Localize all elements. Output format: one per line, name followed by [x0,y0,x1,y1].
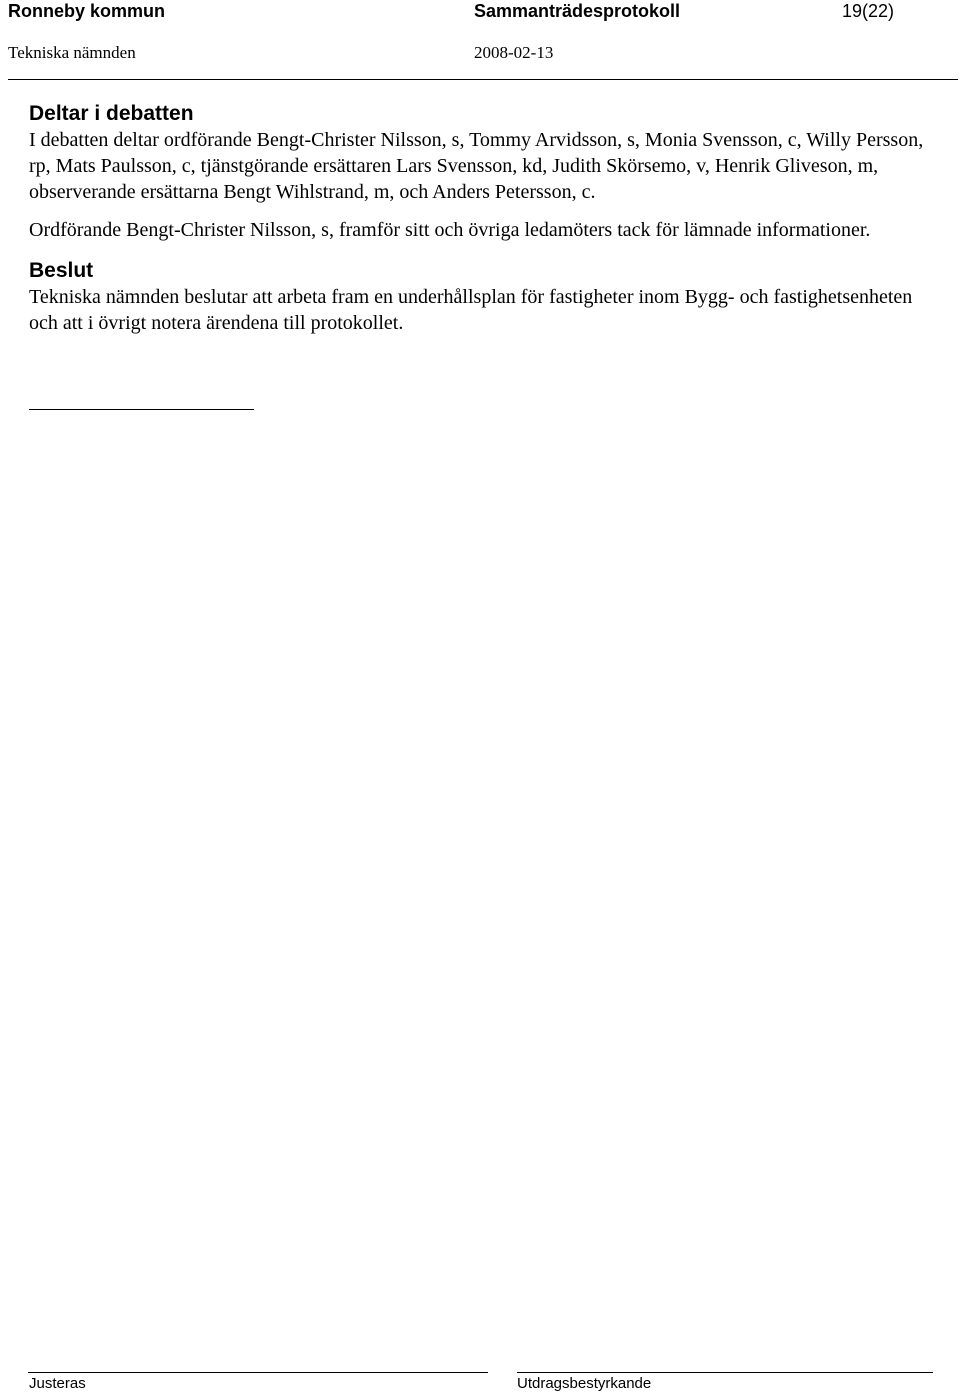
document-type: Sammanträdesprotokoll [474,1,681,21]
meeting-date: 2008-02-13 [474,43,554,62]
decision-paragraph: Tekniska nämnden beslutar att arbeta fram en underhållsplan för fastigheter inom Bygg- och fastighetsenheten och att i övrigt notera ärendena till protokollet. [29,286,913,334]
justeras-label: Justeras [29,1375,86,1392]
page-number: 19(22) [842,1,895,21]
utdragsbestyrkande-signature-line [517,1372,933,1373]
utdragsbestyrkande-label: Utdragsbestyrkande [517,1375,652,1392]
decision-heading: Beslut [29,259,94,282]
board-name: Tekniska nämnden [8,43,136,62]
header-divider [8,79,958,80]
end-of-section-rule [29,409,254,410]
organization-name: Ronneby kommun [8,1,166,21]
document-body [29,100,929,336]
debate-thanks-paragraph: Ordförande Bengt-Christer Nilsson, s, framför sitt och övriga ledamöters tack för lämnade informationer. [29,219,871,241]
debate-heading: Deltar i debatten [29,102,194,125]
debate-participants-paragraph: I debatten deltar ordförande Bengt-Christer Nilsson, s, Tommy Arvidsson, s, Monia Svensson, c, Willy Persson, rp, Mats Paulsson, c, tjänstgörande ersättaren Lars Svensson, kd, Judith Skörsemo, v, Henrik Gliveson, m, observerande ersättarna Bengt Wihlstrand, m, och Anders Petersson, c. [29,129,924,203]
justeras-signature-line [28,1372,488,1373]
